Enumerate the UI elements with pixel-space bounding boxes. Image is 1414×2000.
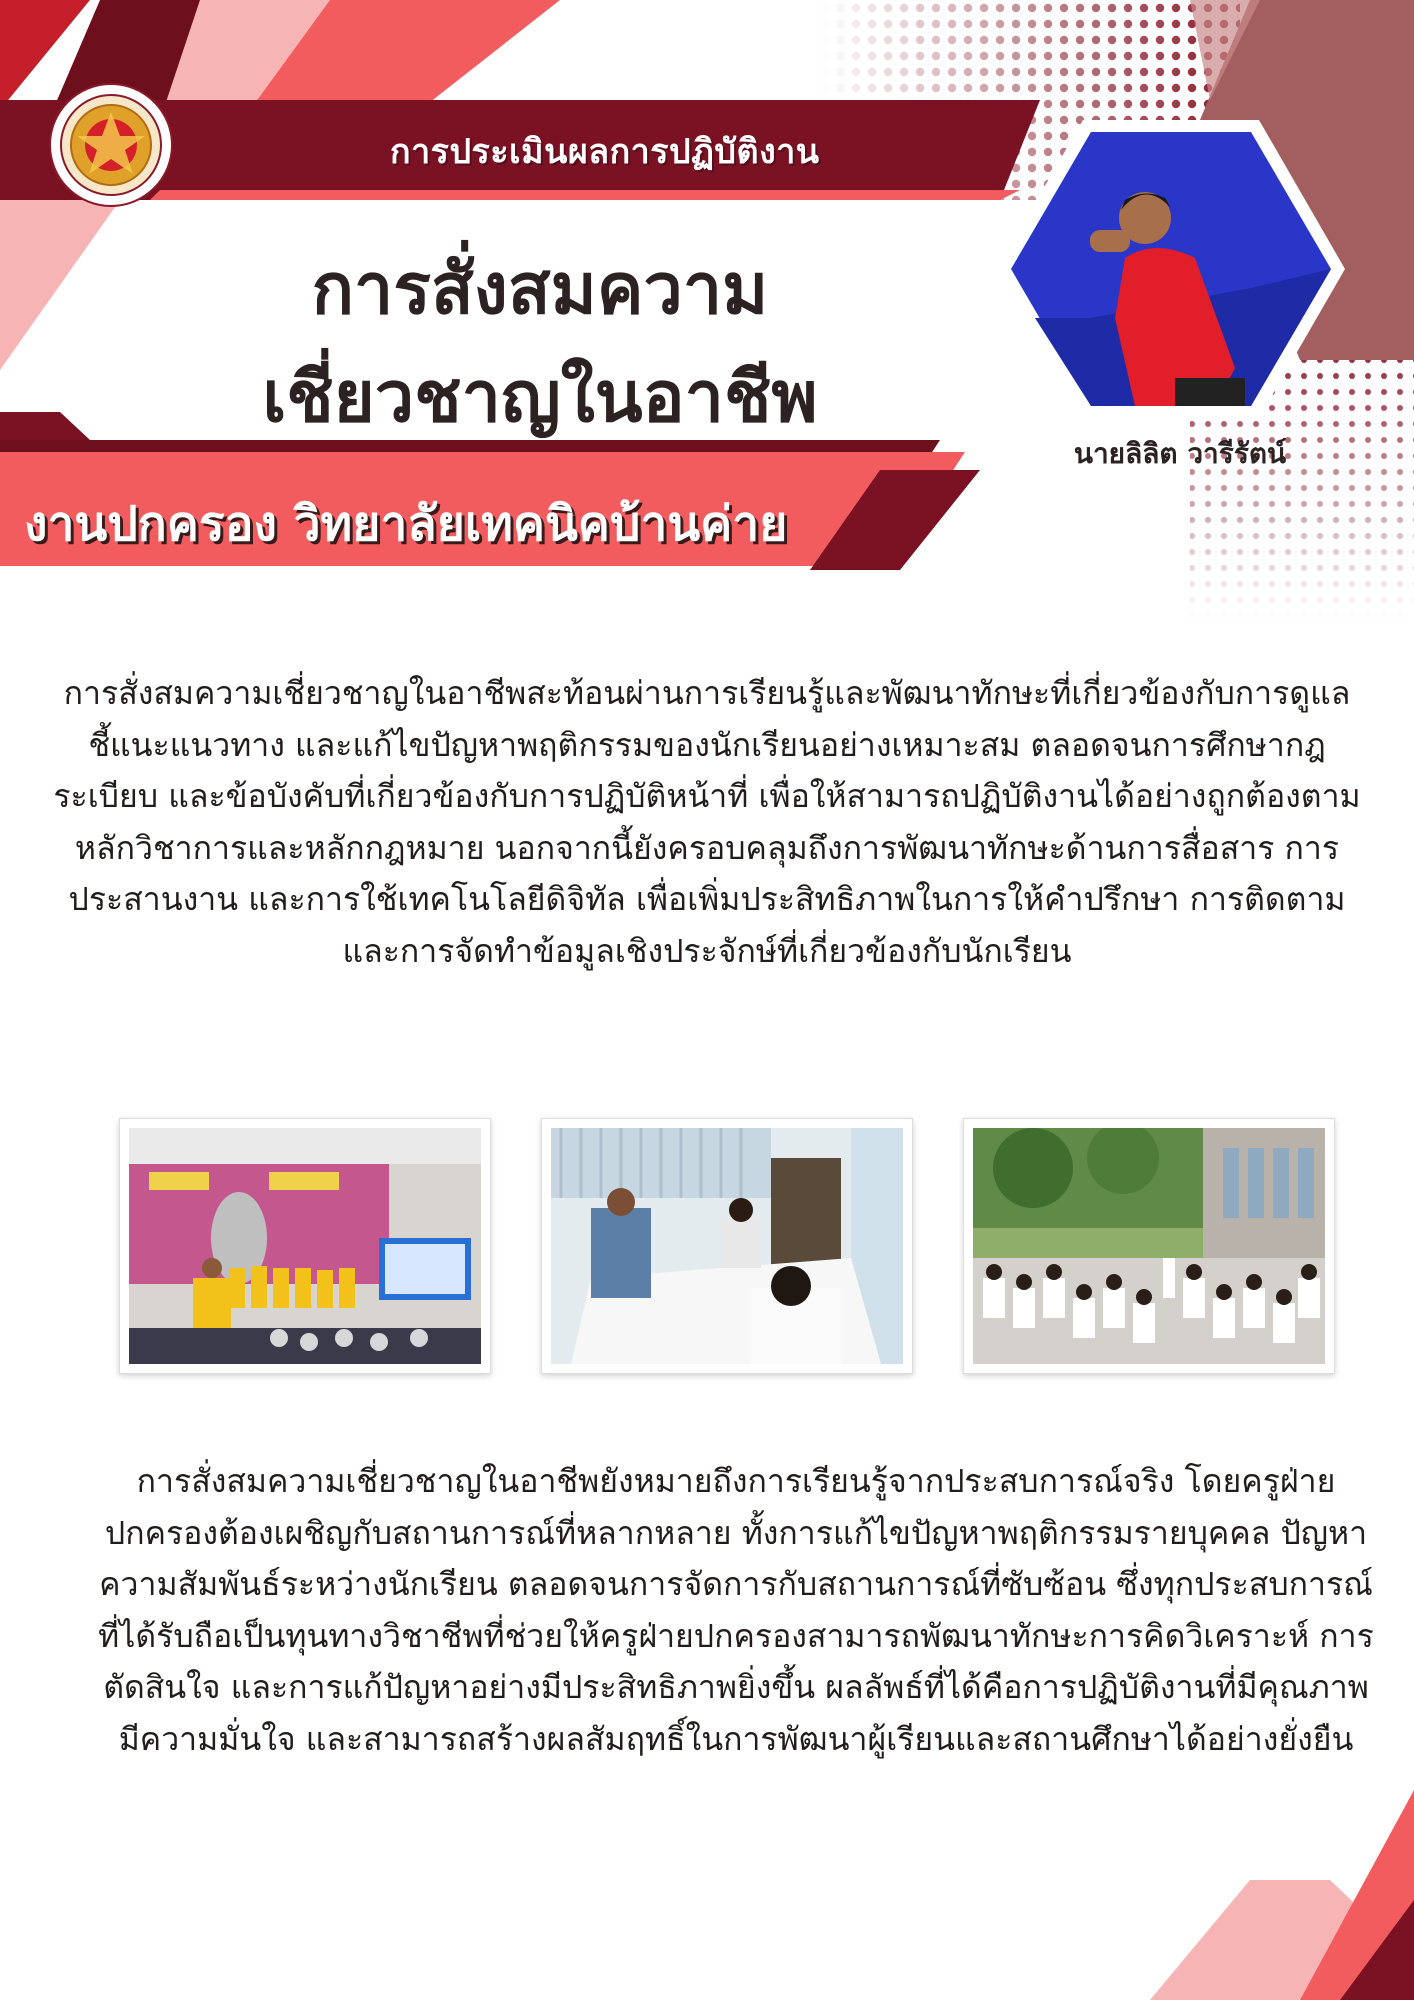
photo-students-outdoor [963,1118,1335,1374]
photo-meeting-table [541,1118,913,1374]
title-line-1: การสั่งสมความ [311,248,769,330]
header-label: การประเมินผลการปฏิบัติงาน [390,132,820,172]
person-name: นายลิลิต วารีรัตน์ [1073,437,1287,470]
organization-label: งานปกครอง วิทยาลัยเทคนิคบ้านค่าย [24,496,788,552]
body-paragraph-1: การสั่งสมความเชี่ยวชาญในอาชีพสะท้อนผ่านการเรียนรู้และพัฒนาทักษะที่เกี่ยวข้องกับการดูแล ชี้แนะแนวทาง และแก้ไขปัญหาพฤติกรรมของนักเรียนอย่างเหมาะสม ตลอดจนการศึกษากฎ ระเบียบ และข้อบังคับที่เกี่ยวข้องกับการปฏิบัติหน้าที่ เพื่อให้สามารถปฏิบัติงานได้อย่างถูกต้องตามหลักวิชาการและหลักกฎหมาย นอกจากนี้ยังครอบคลุมถึงการพัฒนาทักษะด้านการสื่อสาร การประสานงาน และการใช้เทคโนโลยีดิจิทัล เพื่อเพิ่มประสิทธิภาพในการให้คำปรึกษา การติดตาม และการจัดทำข้อมูลเชิงประจักษ์ที่เกี่ยวข้องกับนักเรียน [53,674,1361,970]
title-line-2: เชี่ยวชาญในอาชีพ [262,356,818,438]
photo-ceremony-hall [119,1118,491,1374]
person-portrait-photo [995,118,1347,420]
body-paragraph-2: การสั่งสมความเชี่ยวชาญในอาชีพยังหมายถึงการเรียนรู้จากประสบการณ์จริง โดยครูฝ่ายปกครองต้องเผชิญกับสถานการณ์ที่หลากหลาย ทั้งการแก้ไขปัญหาพฤติกรรมรายบุคคล ปัญหาความสัมพันธ์ระหว่างนักเรียน ตลอดจนการจัดการกับสถานการณ์ที่ซับซ้อน ซึ่งทุกประสบการณ์ที่ได้รับถือเป็นทุนทางวิชาชีพที่ช่วยให้ครูฝ่ายปกครองสามารถพัฒนาทักษะการคิดวิเคราะห์ การตัดสินใจ และการแก้ปัญหาอย่างมีประสิทธิภาพยิ่งขึ้น ผลลัพธ์ที่ได้คือการปฏิบัติงานที่มีคุณภาพ มีความมั่นใจ และสามารถสร้างผลสัมฤทธิ์ในการพัฒนาผู้เรียนและสถานศึกษาได้อย่างยั่งยืน [98,1462,1374,1758]
page-title [190,235,890,451]
college-emblem-logo [48,82,174,208]
